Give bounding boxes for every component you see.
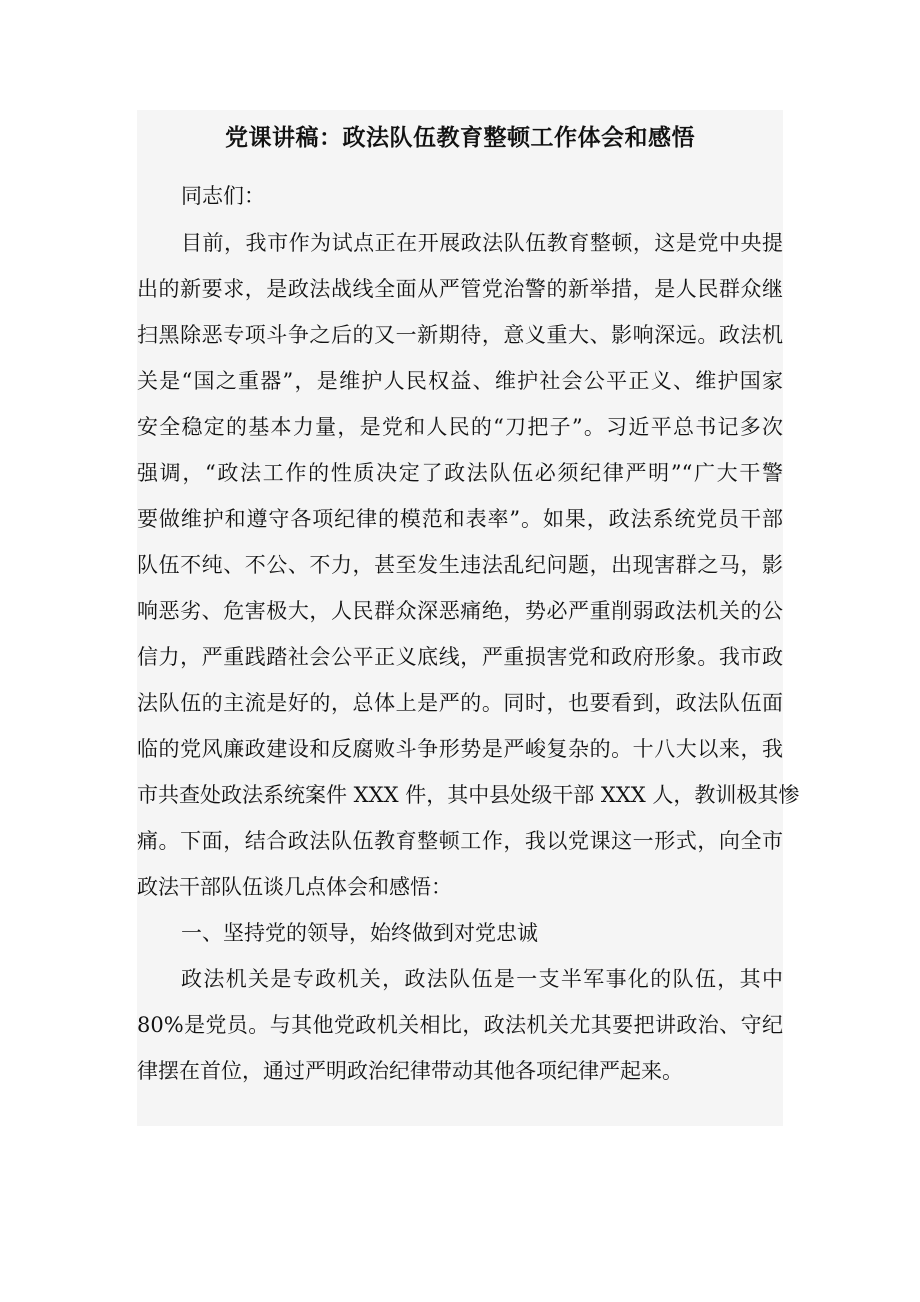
paragraph-line: 80%是党员。与其他党政机关相比，政法机关尤其要把讲政治、守纪 [137,1013,783,1037]
paragraph-line: 临的党风廉政建设和反腐败斗争形势是严峻复杂的。十八大以来，我 [137,737,783,761]
paragraph-line: 信力，严重践踏社会公平正义底线，严重损害党和政府形象。我市政 [137,645,783,669]
paragraph-line: 痛。下面，结合政法队伍教育整顿工作，我以党课这一形式，向全市 [137,829,783,853]
paragraph-line: 强调，“政法工作的性质决定了政法队伍必须纪律严明”“广大干警 [137,461,783,485]
paragraph-line: 关是“国之重器”，是维护人民权益、维护社会公平正义、维护国家 [137,369,783,393]
salutation-line: 同志们： [181,184,265,208]
paragraph-line: 队伍不纯、不公、不力，甚至发生违法乱纪问题，出现害群之马，影 [137,553,783,577]
section-heading: 一、坚持党的领导，始终做到对党忠诚 [181,921,538,945]
document-text-block [137,110,800,1126]
paragraph-line: 响恶劣、危害极大，人民群众深恶痛绝，势必严重削弱政法机关的公 [137,599,783,623]
paragraph-line: 扫黑除恶专项斗争之后的又一新期待，意义重大、影响深远。政法机 [137,323,783,347]
paragraph-line: 安全稳定的基本力量，是党和人民的“刀把子”。习近平总书记多次 [137,415,783,439]
paragraph-line: 要做维护和遵守各项纪律的模范和表率”。如果，政法系统党员干部 [137,507,783,531]
paragraph-line: 市共查处政法系统案件 XXX 件，其中县处级干部 XXX 人，教训极其惨 [137,783,800,807]
paragraph-line: 政法干部队伍谈几点体会和感悟： [137,875,452,899]
document-title: 党课讲稿：政法队伍教育整顿工作体会和感悟 [225,124,695,151]
paragraph-line: 目前，我市作为试点正在开展政法队伍教育整顿，这是党中央提 [181,231,783,255]
paragraph-line: 法队伍的主流是好的，总体上是严的。同时，也要看到，政法队伍面 [137,691,783,715]
paragraph-line: 出的新要求，是政法战线全面从严管党治警的新举措，是人民群众继 [137,277,783,301]
paragraph-line: 政法机关是专政机关，政法队伍是一支半军事化的队伍，其中 [181,967,783,991]
paragraph-line: 律摆在首位，通过严明政治纪律带动其他各项纪律严起来。 [137,1059,683,1083]
